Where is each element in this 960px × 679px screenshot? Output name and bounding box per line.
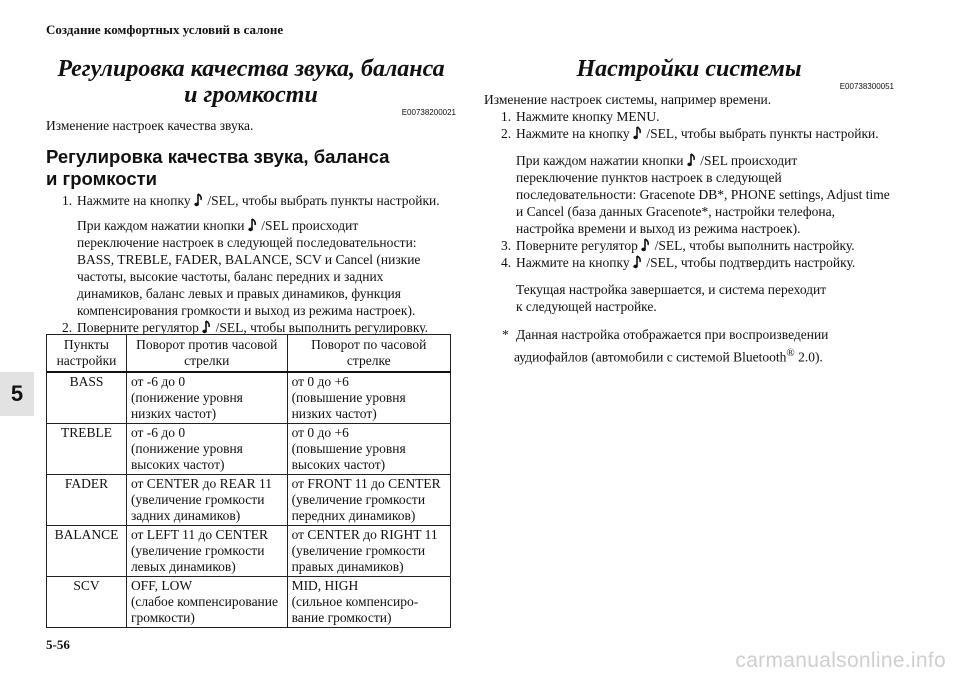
step-number: 1. [62,193,73,208]
knob-note-icon [641,238,651,252]
table-row [47,526,451,577]
detail-line: к следующей настройке. [516,299,657,314]
right-section [484,56,894,367]
footnote-text: аудиофайлов (автомобили с системой Bluetooth [514,349,787,365]
knob-note-icon [194,193,204,207]
row-ccw: от CENTER до REAR 11 (увеличение громкости задних динамиков) [126,475,287,526]
left-subheading-line1: Регулировка качества звука, баланса [46,146,390,167]
row-name: TREBLE [47,424,127,475]
right-step-3 [501,237,894,254]
step-number: 2. [62,320,73,335]
right-step-2-details [516,152,894,237]
knob-note-icon [633,255,643,269]
detail-line: динамиков, баланс левых и правых динамиков, функция [77,286,401,301]
header-items: Пункты настройки [47,335,127,373]
step-text-post: /SEL, чтобы выполнить настройку. [654,238,855,253]
step-number: 4. [501,255,512,270]
step-text-post: /SEL, чтобы выбрать пункты настройки. [646,126,879,141]
step-text: Нажмите на кнопку [516,126,630,141]
row-name: SCV [47,577,127,628]
right-step-4-details [516,281,894,315]
header-ccw: Поворот против часовой стрелки [126,335,287,373]
step-text: Нажмите на кнопку [77,193,191,208]
left-subsection [46,146,456,336]
right-step-4 [501,254,894,271]
left-heading-line2: и громкости [184,82,318,108]
left-step-1-details [77,217,456,319]
right-heading: Настройки системы [576,56,802,82]
registered-mark: ® [786,347,795,359]
settings-table [46,334,451,628]
step-number: 2. [501,126,512,141]
watermark: carmanualsonline.info [735,649,946,672]
row-name: BALANCE [47,526,127,577]
row-cw: от FRONT 11 до CENTER (увеличение громкости передних динамиков) [287,475,450,526]
knob-note-icon [633,126,643,140]
detail-line: компенсирования громкости и выход из режима настроек). [77,303,416,318]
detail-text: /SEL происходит [700,153,798,168]
left-subheading-line2: и громкости [46,168,158,189]
right-intro: Изменение настроек системы, например времени. [484,92,772,107]
step-number: 3. [501,238,512,253]
table-row [47,577,451,628]
detail-line: последовательности: Gracenote DB*, PHONE settings, Adjust time [516,187,890,202]
header-cw: Поворот по часовой стрелке [287,335,450,373]
detail-line: переключение настроек в следующей последовательности: [77,235,417,250]
step-text-post: /SEL, чтобы выполнить регулировку. [215,320,428,335]
row-name: FADER [47,475,127,526]
footnote-line: Данная настройка отображается при воспроизведении [516,327,829,342]
right-step-1 [501,108,894,125]
knob-note-icon [202,320,212,334]
table-row [47,475,451,526]
table-row [47,372,451,424]
step-number: 1. [501,109,512,124]
step-text: Поверните регулятор [77,320,199,335]
left-section-code: E00738200021 [401,108,456,117]
detail-line: настройка времени и выход из режима настроек). [516,221,801,236]
left-step-1 [62,192,456,209]
detail-text: При каждом нажатии кнопки [77,218,245,233]
table-row [47,424,451,475]
row-cw: от 0 до +6 (повышение уровня высоких частот) [287,424,450,475]
row-ccw: от -6 до 0 (понижение уровня низких частот) [126,372,287,424]
step-text: Поверните регулятор [516,238,638,253]
row-ccw: OFF, LOW (слабое компенсирование громкости) [126,577,287,628]
right-section-code: E00738300051 [839,82,894,91]
table-header-row [47,335,451,373]
row-cw: от 0 до +6 (повышение уровня низких частот) [287,372,450,424]
row-ccw: от LEFT 11 до CENTER (увеличение громкости левых динамиков) [126,526,287,577]
row-cw: от CENTER до RIGHT 11 (увеличение громкости правых динамиков) [287,526,450,577]
detail-line: и Cancel (база данных Gracenote*, настройки телефона, [516,204,836,219]
row-name: BASS [47,372,127,424]
detail-line: Текущая настройка завершается, и система переходит [516,282,827,297]
page-number: 5-56 [46,637,70,652]
footnote-mark: * [502,327,509,342]
step-text-post: /SEL, чтобы подтвердить настройку. [646,255,856,270]
detail-line: частоты, высокие частоты, баланс передних и задних [77,269,384,284]
step-text: Нажмите кнопку MENU. [516,109,660,124]
row-cw: MID, HIGH (сильное компенсиро- вание громкости) [287,577,450,628]
footnote-text-post: 2.0). [794,349,823,365]
detail-text: /SEL происходит [261,218,359,233]
left-subheading [46,146,456,190]
footnote [484,325,894,367]
step-text: Нажмите на кнопку [516,255,630,270]
step-text-post: /SEL, чтобы выбрать пункты настройки. [207,193,440,208]
right-step-2 [501,125,894,142]
left-heading [46,56,456,108]
chapter-tab: 5 [0,372,34,416]
row-ccw: от -6 до 0 (понижение уровня высоких частот) [126,424,287,475]
left-section [46,56,456,134]
knob-note-icon [248,218,258,232]
left-intro: Изменение настроек качества звука. [46,118,254,133]
knob-note-icon [687,153,697,167]
detail-text: При каждом нажатии кнопки [516,153,684,168]
detail-line: BASS, TREBLE, FADER, BALANCE, SCV и Cancel (низкие [77,252,421,267]
left-heading-line1: Регулировка качества звука, баланса [57,56,445,82]
detail-line: переключение пунктов настроек в следующей [516,170,782,185]
running-header: Создание комфортных условий в салоне [46,22,284,37]
